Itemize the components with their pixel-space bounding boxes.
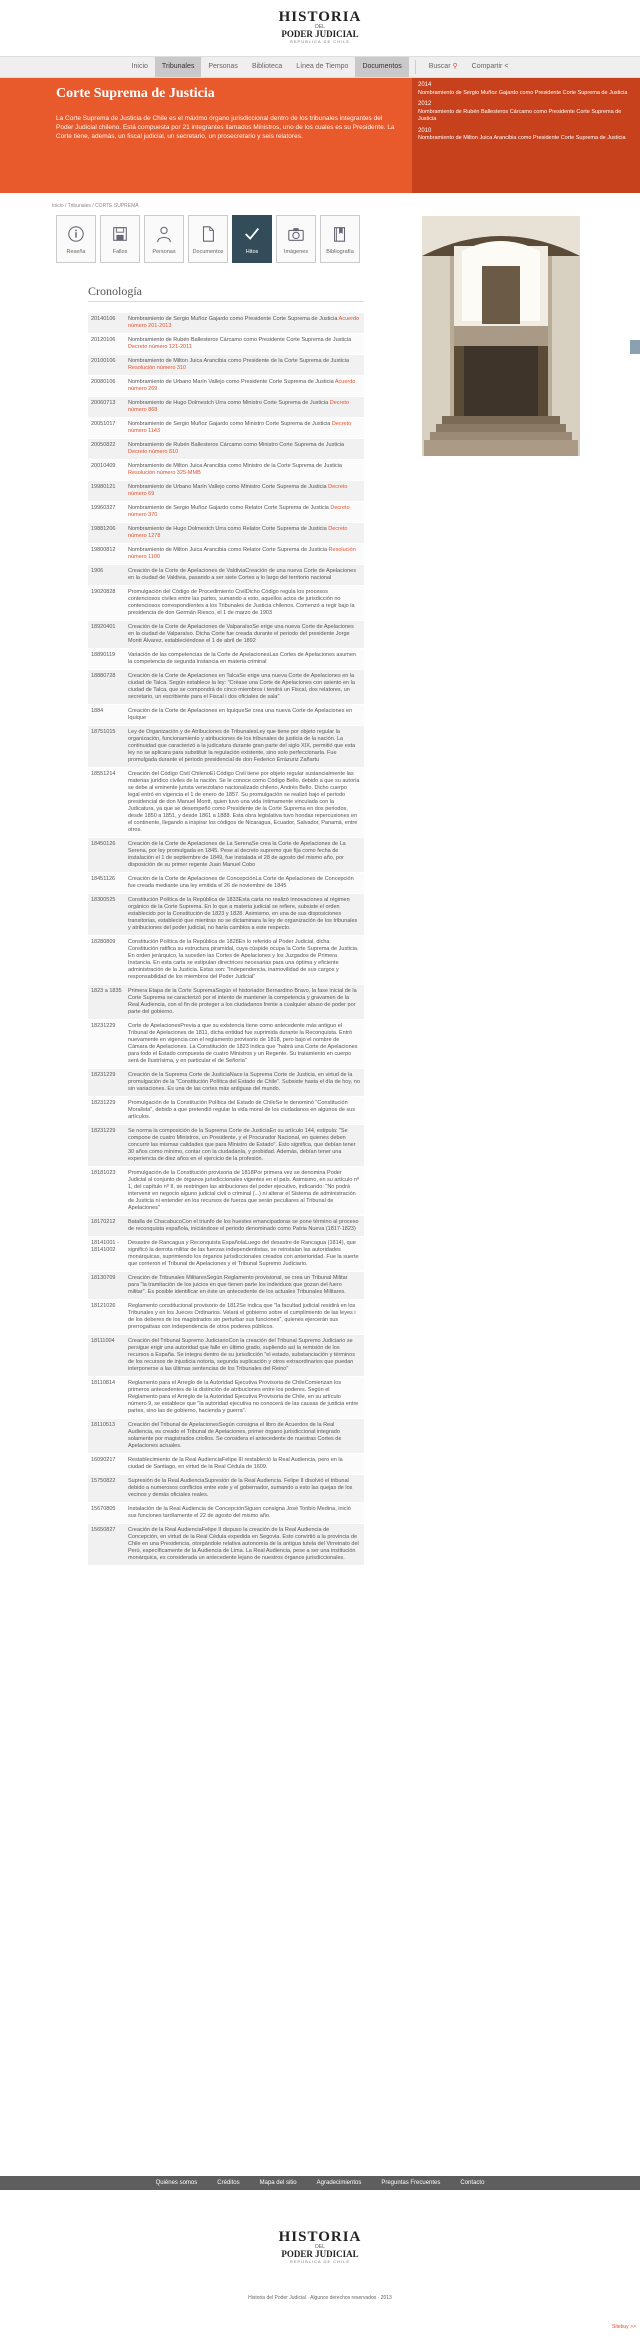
chronology-divider xyxy=(88,301,364,302)
chronology-link[interactable]: Acuerdo número 201-2013 xyxy=(128,316,360,329)
chronology-description: Nombramiento de Milton Juica Arancibia como Presidente de la Corte Suprema de Justicia xyxy=(128,358,350,364)
tab-label: Documentos xyxy=(192,249,224,255)
search-button[interactable] xyxy=(422,57,465,77)
footer-link-mapa[interactable]: Mapa del sitio xyxy=(259,2180,297,2186)
chronology-date: 18450126 xyxy=(91,841,116,847)
hero-banner xyxy=(0,78,640,193)
chronology-text xyxy=(128,988,364,1016)
chronology-text xyxy=(128,624,364,645)
chronology-description: Creación del Código Civil ChilenoEl Código Civil tiene por objeto regular sustancialmente las materias jurídico civiles de la nación. Se le conoce como Código Bello, debido a que su autoría se debe al eminente jurista venezolano nacionalizado chileno, Andrés Bello. Dicho cuerpo legal entró en vigencia el 1 de enero de 1857. Su promulgación se realizó bajo el periodo presidencial de don Manuel Montt, quien tuvo una vida íntimamente vinculada con la Judicatura, ya que se desempeñó como Presidente de la Corte Suprema en dos periodos, desde 1850 a 1851, y desde 1861 a 1888. Esta obra legislativa tuvo hondas repercusiones en el continente, llegando a inspirar los códigos de Nicaragua, Ecuador, Salvador, Panamá, entre otros. xyxy=(128,771,360,833)
chronology-row xyxy=(88,1299,364,1334)
chronology-description: Reglamento para el Arreglo de la Autoridad Ejecutiva Provisoria de ChileComienzan los primeros antecedentes de la distinción de atribuciones entre los poderes. Según el Reglamento para el Arreglo de la Autoridad Ejecutiva Provisoria de Chile, en su artículo número 9, se establece que "la autoridad ejecutiva no conocerá de las causas de justicia entre partes, sino las de gobierno, hacienda y guerra". xyxy=(128,1380,359,1414)
chronology-date: 20100106 xyxy=(91,358,116,364)
chronology-description: Creación de la Corte de Apelaciones de La SerenaSe crea la Corte de Apelaciones de La Serena, por ley promulgada en 1845. Pese al decreto supremo que fija como fecha de instalación el 1 de septiembre de 1849, fue instalada el 28 de agosto del mismo año, por disposición de su primer regente Juan Manuel Cobo xyxy=(128,841,346,868)
chronology-row xyxy=(88,1523,364,1565)
chronology-text xyxy=(128,1100,364,1121)
chronology-date: 18890119 xyxy=(91,652,116,658)
court-building-photo xyxy=(422,216,580,456)
chronology-text xyxy=(128,337,364,351)
chronology-text xyxy=(128,589,364,617)
chronology-text xyxy=(128,1338,364,1373)
chronology-row xyxy=(88,585,364,620)
recent-events xyxy=(412,78,640,193)
chronology-row xyxy=(88,1096,364,1124)
share-button[interactable] xyxy=(465,57,516,77)
footer-link-faq[interactable]: Preguntas Frecuentes xyxy=(381,2180,441,2186)
floppy-icon xyxy=(111,224,129,244)
chronology-text xyxy=(128,708,364,722)
chronology-text xyxy=(128,1422,364,1450)
chronology-text xyxy=(128,1219,364,1233)
chronology-row xyxy=(88,1019,364,1068)
chronology-row xyxy=(88,1215,364,1236)
chronology-date: 18111004 xyxy=(91,1338,115,1344)
chronology-date: 18551214 xyxy=(91,771,116,777)
chronology-date: 18121026 xyxy=(91,1303,116,1309)
chronology-text xyxy=(128,316,364,330)
chronology-description: Creación de la Corte de Apelaciones en IquiqueSe crea una nueva Corte de Apelaciones en Iquique xyxy=(128,708,353,721)
event-text: Nombramiento de Sergio Muñoz Gajardo como Presidente Corte Suprema de Justicia xyxy=(418,89,628,96)
chronology-row xyxy=(88,1334,364,1376)
chronology-row xyxy=(88,1418,364,1453)
search-icon: ⚲ xyxy=(452,63,458,70)
chronology-date: 18880728 xyxy=(91,673,116,679)
chronology-description: Nombramiento de Urbano Marín Vallejo como Presidente Corte Suprema de Justicia xyxy=(128,379,334,385)
chronology-description: Primera Etapa de la Corte SupremaSegún el historiador Bernardino Bravo, la fase inicial de la Corte Suprema se caracterizó por el intento de mantener la competencia y gravamen de la Real Audiencia, con el fin de proteger a los ciudadanos frente a cualquier abuso de poder por parte del gobierno. xyxy=(128,988,357,1015)
chronology-link[interactable]: Resolución número 325-MMB xyxy=(128,470,201,476)
chronology-date: 20050822 xyxy=(91,442,116,448)
chronology-date: 20140106 xyxy=(91,316,116,322)
chronology-text xyxy=(128,400,364,414)
chronology-text xyxy=(128,939,364,981)
chronology-description: Nombramiento de Rubén Ballesteros Cárcamo como Presidente Corte Suprema de Justicia xyxy=(128,337,352,343)
chronology-row xyxy=(88,1474,364,1502)
chronology-row xyxy=(88,704,364,725)
footer-link-creditos[interactable]: Créditos xyxy=(217,2180,240,2186)
chronology-description: Instalación de la Real Audiencia de ConcepciónSiguen consigna José Toribio Medina, inició sus funciones tardíamente el 22 de agosto del mismo año. xyxy=(128,1506,351,1519)
chronology-date: 20051017 xyxy=(91,421,116,427)
copyright-text: Historia del Poder Judicial · Algunos derechos reservados · 2013 xyxy=(248,2295,392,2301)
share-label: Compartir xyxy=(471,63,503,70)
chronology-date: 18170212 xyxy=(91,1219,116,1225)
chronology-description: Restablecimiento de la Real AudienciaFelipe III restableció la Real Audiencia, pero en la ciudad de Santiago, en virtud de la Real Cédula de 1609. xyxy=(128,1457,343,1470)
chronology-row xyxy=(88,648,364,669)
chronology-date: 18231229 xyxy=(91,1100,116,1106)
chronology-row xyxy=(88,333,364,354)
chronology-date: 15670805 xyxy=(91,1506,116,1512)
chronology-row xyxy=(88,564,364,585)
chronology-link[interactable]: Decreto número 370 xyxy=(128,505,350,518)
chronology-description: Ley de Organización y de Atribuciones de TribunalesLey que tiene por objeto regular la organización, funcionamiento y atribuciones de los tribunales de justicia de la nación. La continuidad que caracterizó a la judicatura durante gran parte del siglo XIX, permitió que esta ley no se aplicara para substituir la regulación existente, sino solo perfeccionarla. Fue promulgada durante el periodo presidencial de don Federico Errázuriz Zañartu xyxy=(128,729,356,763)
chronology-description: Nombramiento de Sergio Muñoz Gajardo como Presidente Corte Suprema de Justicia xyxy=(128,316,338,322)
footer-navigation xyxy=(0,2176,640,2190)
footer-link-quienes[interactable]: Quiénes somos xyxy=(155,2180,198,2186)
chronology-date: 20120106 xyxy=(91,337,116,343)
chronology-date: 19020828 xyxy=(91,589,116,595)
event-item[interactable] xyxy=(418,82,632,97)
chronology-text xyxy=(128,568,364,582)
chronology-date: 19800812 xyxy=(91,547,116,553)
chronology-link[interactable]: Decreto número 69 xyxy=(128,484,348,497)
chronology-text xyxy=(128,652,364,666)
chronology-description: Nombramiento de Hugo Dolmestch Urra como Ministro Corte Suprema de Justicia xyxy=(128,400,329,406)
chronology-description: Nombramiento de Hugo Dolmestch Urra como Relator Corte Suprema de Justicia xyxy=(128,526,327,532)
footer-logo[interactable] xyxy=(0,2230,640,2264)
chronology-description: Creación de la Corte de Apelaciones de ValparaísoSe erige una nueva Corte de Apelaciones en la ciudad de Valparaíso. Dicha Corte fue creada durante el periodo del presidente Jorge Montt Álvarez, estableciéndose el 1 de abril de 1892 xyxy=(128,624,354,644)
chronology-description: Constitución Política de la República de 1833Esta carta no realizó innovaciones al régimen orgánico de la Corte Suprema. En lo que a materia judicial se refiere, subsiste el orden establecido por la Constitución de 1823 y 1828. Asimismo, en una de sus disposiciones transitorias, estableció que mientras no se dictaminara la ley de organización de los tribunales y atribuciones del poder judicial, no haría cambios a este respecto. xyxy=(128,897,358,931)
chronology-text xyxy=(128,729,364,764)
side-tab-handle[interactable] xyxy=(630,340,640,354)
chronology-link[interactable]: Decreto número 1143 xyxy=(128,421,352,434)
chronology-description: Nombramiento de Sergio Muñoz Gajardo como Ministro Corte Suprema de Justicia xyxy=(128,421,331,427)
nav-inicio[interactable]: Inicio xyxy=(131,63,148,70)
chronology-table xyxy=(88,312,364,1565)
tab-resena[interactable] xyxy=(56,215,96,263)
person-icon xyxy=(155,224,173,244)
chronology-row xyxy=(88,396,364,417)
nav-personas[interactable]: Personas xyxy=(208,63,238,70)
chronology-date: 18141001 - 18141002 xyxy=(91,1240,119,1253)
chronology-description: Promulgación de la Constitución Política del Estado de ChileSe le denominó "Constitución Moralista", debido a que pretendió regular la vida moral de los ciudadanos en algunos de sus artículos. xyxy=(128,1100,355,1120)
footer-link-contacto[interactable]: Contacto xyxy=(460,2180,485,2186)
chronology-row xyxy=(88,417,364,438)
chronology-text xyxy=(128,1303,364,1331)
chronology-text xyxy=(128,442,364,456)
chronology-date: 19881206 xyxy=(91,526,116,532)
chronology-row xyxy=(88,543,364,564)
chronology-date: 18130709 xyxy=(91,1275,116,1281)
chronology-row xyxy=(88,438,364,459)
tab-hitos[interactable] xyxy=(232,215,272,263)
chronology-text xyxy=(128,673,364,701)
hero-main xyxy=(0,78,412,193)
search-label: Buscar xyxy=(428,63,451,70)
chronology-date: 18110513 xyxy=(91,1422,116,1428)
chronology-date: 18231229 xyxy=(91,1072,116,1078)
chronology-text xyxy=(128,358,364,372)
event-year: 2014 xyxy=(418,82,432,88)
nav-documentos[interactable]: Documentos xyxy=(355,57,408,77)
event-year: 2012 xyxy=(418,101,432,107)
chronology-description: Batalla de ChacabucoCon el triunfo de los huestes emancipadoras se pone término al proceso de reconquista española, iniciándose el periodo denominado como Patria Nueva (1817-1823) xyxy=(128,1219,359,1232)
logo-connector: DEL xyxy=(315,24,325,30)
event-item[interactable] xyxy=(418,101,632,124)
chronology-date: 18110814 xyxy=(91,1380,116,1386)
chronology-row xyxy=(88,893,364,935)
chronology-description: Promulgación de la Constitución provisoria de 1818Por primera vez se denomina Poder Judicial al conjunto de órganos jurisdiccionales vigentes en el país. Asimismo, en su artículo nº 1, del capítulo nº II, se restringen las atribuciones del poder ejecutivo, indicando: "No podrá intervenir en negocio alguno judicial civil o criminal (...) ni alterar el Sistema de administración de Justicia ni entender en los recursos de fuerza que serán peculiares al Tribunal de Apelaciones" xyxy=(128,1170,359,1211)
chronology-description: Creación de la Suprema Corte de JusticiaNace la Suprema Corte de Justicia, en virtud de la promulgación de la "Constitución Política del Estado de Chile". Subsiste hasta el día de hoy, no sin variaciones. Es una de las cortes más antiguas del mundo. xyxy=(128,1072,360,1092)
chronology-date: 15650827 xyxy=(91,1527,116,1533)
chronology-description: Nombramiento de Rubén Ballesteros Cárcamo como Ministro Corte Suprema de Justicia xyxy=(128,442,345,448)
chronology-date: 16090217 xyxy=(91,1457,116,1463)
chronology-description: Creación de la Corte de Apelaciones en TalcaSe erige una nueva Corte de Apelaciones en la ciudad de Talca. Según establece la ley: "Créase una Corte de Apelaciones con asiento en la ciudad de Talca, que se compondrá de cinco miembros i tendrá un Fiscal, dos relatores, un secretario, un escribiente para el Fiscal i dos oficiales de sala" xyxy=(128,673,355,700)
document-icon xyxy=(199,224,217,244)
chronology-text xyxy=(128,1128,364,1163)
chronology-date: 18451126 xyxy=(91,876,116,882)
chronology-link[interactable]: Acuerdo número 269 xyxy=(128,379,356,392)
tab-bibliografia[interactable] xyxy=(320,215,360,263)
chronology-text xyxy=(128,505,364,519)
nav-linea-tiempo[interactable]: Línea de Tiempo xyxy=(296,63,349,70)
chronology-text xyxy=(128,1380,364,1415)
chronology-description: Variación de las competencias de la Corte de ApelacionesLas Cortes de Apelaciones asumen la competencia de segunda instancia en materia criminal xyxy=(128,652,356,665)
footer-logo-country: REPÚBLICA DE CHILE xyxy=(289,2259,350,2264)
chronology-link[interactable]: Decreto número 868 xyxy=(128,400,350,413)
chronology-date: 20060713 xyxy=(91,400,116,406)
chronology-text xyxy=(128,1275,364,1296)
chronology-description: Creación de la Real AudienciaFelipe II dispuso la creación de la Real Audiencia de Concepción, en virtud de la Real Cédula expedida en Segovia. Esto convirtió a la provincia de Chile en una Presidencia, otorgándole relativa autonomía de la antigua tutela del Virreinato del Perú, específicamente de la Audiencia de Lima. La Real Audiencia, pese a ser una institución monárquica, es considerada un antecedente lejano de nuestros órganos jurisdiccionales. xyxy=(128,1527,359,1561)
chronology-date: 1823 a 1835 xyxy=(91,988,122,994)
chronology-date: 20080106 xyxy=(91,379,116,385)
chronology-date: 18751015 xyxy=(91,729,116,735)
section-icon-nav xyxy=(56,215,360,263)
chronology-date: 1906 xyxy=(91,568,104,574)
chronology-date: 19960327 xyxy=(91,505,116,511)
chronology-description: Promulgación del Código de Procedimiento CivilDicho Código regula los procesos contenciosos civiles entre las partes, sumando a esto, aquellos actos de jurisdicción no contenciosos correspondientes a los Tribunales de Justicia chilenos. Comenzó a regir bajo la presidencia de don Germán Riesco, el 1 de marzo de 1903 xyxy=(128,589,355,616)
site-logo[interactable] xyxy=(0,10,640,44)
chronology-row xyxy=(88,1236,364,1271)
info-icon xyxy=(67,224,85,244)
chronology-description: Creación del Tribunal de ApelacionesSegún consigna el libro de Acuerdos de la Real Audiencia, es creado el Tribunal de Apelaciones, primer órgano jurisdiccional integrado solamente por magistrados criollos. Se considera el antecedente de nuestras Cortes de Apelaciones actuales. xyxy=(128,1422,342,1449)
nav-divider xyxy=(415,60,416,74)
chronology-text xyxy=(128,1170,364,1212)
chronology-text xyxy=(128,771,364,834)
chronology-text xyxy=(128,1457,364,1471)
chronology-text xyxy=(128,421,364,435)
share-icon: < xyxy=(504,63,509,70)
breadcrumb[interactable]: Inicio / Tribunales / CORTE SUPREMA xyxy=(52,203,139,209)
chronology-description: Creación de Tribunales MilitaresSegún Reglamento provisional, se crea un Tribunal Militar para "la tramitación de los juicios en que tienen parte los individuos que gozan del fuero militar". Es posible identificar en éste un antecedente de los actuales Tribunales Militares. xyxy=(128,1275,348,1295)
event-text: Nombramiento de Rubén Ballesteros Cárcamo como Presidente Corte Suprema de Justicia xyxy=(418,108,622,122)
check-icon xyxy=(243,224,261,244)
camera-icon xyxy=(287,224,305,244)
chronology-row xyxy=(88,872,364,893)
chronology-row xyxy=(88,1124,364,1166)
chronology-description: Corte de ApelacionesPrevia a que su existencia tiene como antecedente más antiguo el Tribunal de Apelaciones de 1811, dicha entidad fue suprimida durante la Reconquista. Entró nuevamente en vigencia con el reglamento provisorio de 1818, pero bajo el nombre de Cámara de Apelaciones. La Constitución de 1823 indica que "habrá una Corte de Apelaciones para todo el Estado compuesta de cuatro Ministros y un Regente. Su tratamiento en cuerpo será de Ilustrísima, y en particular el de Señoría" xyxy=(128,1023,358,1064)
chronology-text xyxy=(128,1240,364,1268)
chronology-date: 15750822 xyxy=(91,1478,116,1484)
chronology-link[interactable]: Resolución número 1100 xyxy=(128,547,356,560)
chronology-date: 19980121 xyxy=(91,484,116,490)
chronology-row xyxy=(88,837,364,872)
footer-logo-title: HISTORIA xyxy=(278,2229,362,2245)
chronology-row xyxy=(88,522,364,543)
tab-label: Imágenes xyxy=(283,249,309,255)
chronology-text xyxy=(128,876,364,890)
chronology-text xyxy=(128,1072,364,1093)
footer-link-agradecimientos[interactable]: Agradecimientos xyxy=(316,2180,362,2186)
chronology-row xyxy=(88,501,364,522)
chronology-row xyxy=(88,725,364,767)
chronology-date: 18231229 xyxy=(91,1023,116,1029)
chronology-description: Se norma la composición de la Suprema Corte de JusticiaEn su artículo 144, estipula: "Se compone de cuatro Ministros, un Presidente, y el Procurador Nacional, en quienes deben concurrir las mismas calidades que para Ministro de Estado". Esto significa, que debían tener 30 años como mínimo, contar con la ciudadanía, y probidad. Además, debían tener una experiencia de diez años en el ejercicio de la profesión. xyxy=(128,1128,356,1162)
chronology-link[interactable]: Decreto número 1278 xyxy=(128,526,348,539)
chronology-text xyxy=(128,1506,364,1520)
chronology-date: 18231229 xyxy=(91,1128,116,1134)
chronology-description: Creación de la Corte de Apelaciones de ConcepciónLa Corte de Apelaciones de Concepción fue creada mediante una ley emitida el 26 de noviembre de 1845 xyxy=(128,876,354,889)
chronology-link[interactable]: Decreto número 810 xyxy=(128,449,179,455)
chronology-row xyxy=(88,354,364,375)
chronology-text xyxy=(128,379,364,393)
chronology-description: Nombramiento de Urbano Marín Vallejo como Ministro Corte Suprema de Justicia xyxy=(128,484,327,490)
chronology-text xyxy=(128,463,364,477)
chronology-row xyxy=(88,1271,364,1299)
tab-fallos[interactable] xyxy=(100,215,140,263)
chronology-date: 1884 xyxy=(91,708,104,714)
chronology-date: 18280809 xyxy=(91,939,116,945)
chronology-link[interactable]: Decreto número 121-2011 xyxy=(128,344,192,350)
footer-logo-connector: DEL xyxy=(315,2244,325,2250)
tab-imagenes[interactable] xyxy=(276,215,316,263)
chronology-text xyxy=(128,526,364,540)
site-header xyxy=(0,0,640,56)
chronology-row xyxy=(88,1376,364,1418)
chronology-description: Creación de la Corte de Apelaciones de ValdiviaCreación de una nueva Corte de Apelaciones en la ciudad de Valdivia, pasando a ser siete Cortes a lo largo del territorio nacional xyxy=(128,568,356,581)
event-year: 2010 xyxy=(418,127,432,134)
chronology-row xyxy=(88,767,364,837)
chronology-row xyxy=(88,935,364,984)
chronology-description: Desastre de Rancagua y Reconquista EspañolaLuego del desastre de Rancagua (1814), que significó la derrota militar de las fuerzas independentistas, se reinstalan las autoridades monárquicas, suprimiendo los órganos jurisdiccionales creados con anterioridad. Fue la suerte que corrieron el Tribunal de Apelaciones y el Tribunal Supremo Judiciario. xyxy=(128,1240,359,1267)
chronology-description: Nombramiento de Milton Juica Arancibia como Ministro de la Corte Suprema de Justicia xyxy=(128,463,342,469)
chronology-row xyxy=(88,1502,364,1523)
nav-tribunales[interactable]: Tribunales xyxy=(155,57,201,77)
book-icon xyxy=(331,224,349,244)
chronology-row xyxy=(88,620,364,648)
event-item[interactable] xyxy=(418,128,632,143)
chronology-description: Supresión de la Real AudienciaSupresión de la Real Audiencia. Felipe II disolvió el tribunal debido a numerosos conflictos entre este y el gobernador, sumando a esto las quejas de los vecinos y demás oficiales reales. xyxy=(128,1478,353,1498)
chronology-text xyxy=(128,547,364,561)
chronology-row xyxy=(88,669,364,704)
chronology-description: Reglamento constitucional provisorio de 1812Se indica que "la facultad judicial residirá en los Tribunales y en los Jueces Ordinarios. Velará el gobierno sobre el cumplimiento de las leyes i de los deberes de los magistrados sin perturbar sus funciones", quienes ejercerán sus prerrogativas con independencia de otros poderes públicos. xyxy=(128,1303,356,1330)
event-text: Nombramiento de Milton Juica Arancibia como Presidente Corte Suprema de Justicia xyxy=(418,135,626,141)
chronology-heading: Cronología xyxy=(88,284,142,298)
hero-description: La Corte Suprema de Justicia de Chile es el máximo órgano jurisdiccional dentro de los tribunales integrantes del Poder Judicial chileno. Está compuesta por 21 integrantes llamados Ministros, uno de los cuales es su Presidente. La Corte tiene, además, un fiscal judicial, un secretario, un prosecretario y seis relatores. xyxy=(56,115,395,140)
tab-documentos[interactable] xyxy=(188,215,228,263)
chronology-row xyxy=(88,480,364,501)
chronology-row xyxy=(88,1453,364,1474)
tab-personas[interactable] xyxy=(144,215,184,263)
chronology-description: Nombramiento de Milton Juica Arancibia como Relator Corte Suprema de Justicia xyxy=(128,547,328,553)
chronology-row xyxy=(88,459,364,480)
chronology-description: Nombramiento de Sergio Muñoz Gajardo como Relator Corte Suprema de Justicia xyxy=(128,505,329,511)
chronology-date: 20010409 xyxy=(91,463,116,469)
page-title: Corte Suprema de Justicia xyxy=(56,86,215,101)
chronology-text xyxy=(128,484,364,498)
tab-label: Fallos xyxy=(112,249,128,255)
nav-biblioteca[interactable]: Biblioteca xyxy=(251,63,283,70)
top-navigation xyxy=(0,56,640,78)
chronology-link[interactable]: Resolución número 310 xyxy=(128,365,187,371)
logo-title: HISTORIA xyxy=(278,9,362,25)
tab-label: Bibliografía xyxy=(326,249,354,255)
logo-country: REPÚBLICA DE CHILE xyxy=(289,39,350,44)
chronology-date: 18181023 xyxy=(91,1170,116,1176)
chronology-description: Constitución Política de la República de 1828En lo referido al Poder Judicial, dicha Constitución ratifica su estructura piramidal, cuya cúspide ocupa la Corte Suprema de Justicia. En orden jerárquico, la suceden las Cortes de Apelaciones y los Juzgados de Primera Instancia. En esta carta se estipulan directrices necesarias para una óptima y eficiente administración de la Justicia. Estas son: "Independencia, inamovilidad de sus cargos y responsabilidad de los miembros del Poder Judicial" xyxy=(128,939,359,980)
chronology-row xyxy=(88,1068,364,1096)
chronology-row xyxy=(88,312,364,333)
chronology-row xyxy=(88,375,364,396)
chronology-text xyxy=(128,897,364,932)
credit-link[interactable]: Sitebuy >> xyxy=(612,2324,636,2330)
tab-label: Hitos xyxy=(245,249,259,255)
footer-logo-subtitle: PODER JUDICIAL xyxy=(281,2249,359,2259)
chronology-text xyxy=(128,1527,364,1562)
chronology-row xyxy=(88,1166,364,1215)
logo-subtitle: PODER JUDICIAL xyxy=(281,29,359,39)
chronology-date: 18300525 xyxy=(91,897,116,903)
chronology-text xyxy=(128,841,364,869)
chronology-description: Creación del Tribunal Supremo JudiciarioCon la creación del Tribunal Supremo Judiciario se persigue erigir una autoridad que falle en último grado, supliendo así la remisión de los recursos a España. Se integra dentro de su jurisdicción "el estado, substanciación y términos de los recursos de injusticia notoria, segunda suplicación y otros extraordinarios que puedan interponerse a las últimas sentencias de los Tribunales del Reino" xyxy=(128,1338,355,1372)
chronology-text xyxy=(128,1023,364,1065)
chronology-text xyxy=(128,1478,364,1499)
tab-label: Reseña xyxy=(66,249,86,255)
tab-label: Personas xyxy=(152,249,176,255)
chronology-row xyxy=(88,984,364,1019)
chronology-date: 18920401 xyxy=(91,624,116,630)
